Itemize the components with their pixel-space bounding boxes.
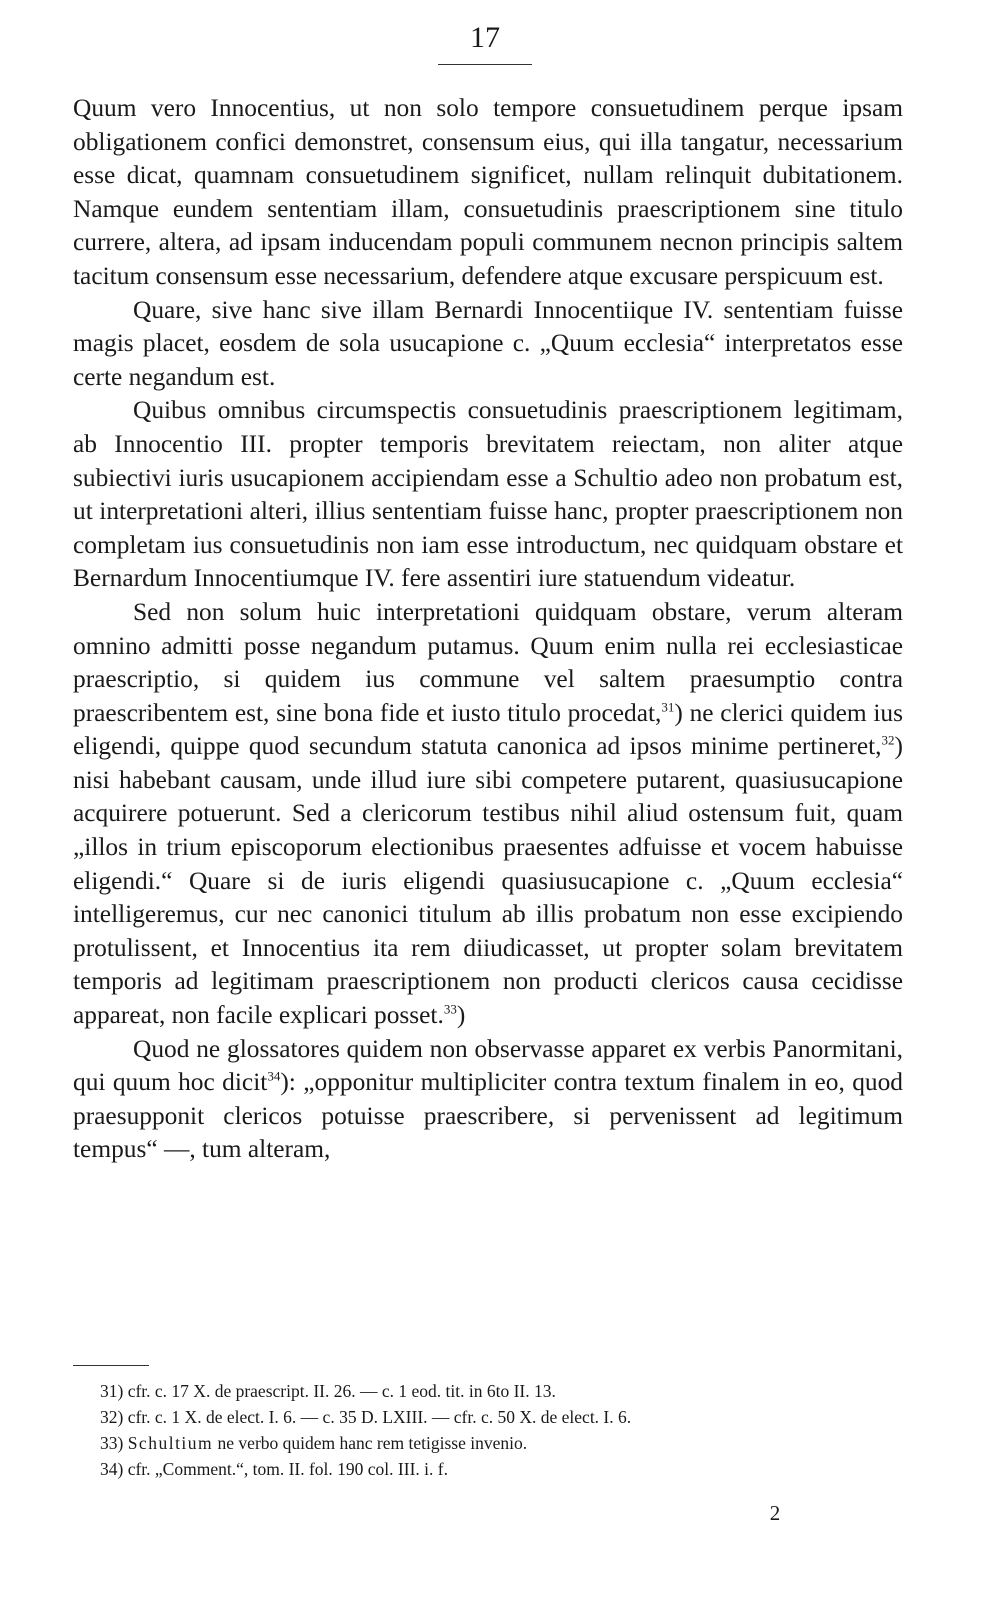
footnote-ref-32[interactable]: 32 xyxy=(881,732,895,748)
footnote-separator xyxy=(73,1365,149,1366)
body-text xyxy=(73,92,903,1167)
footnote-text: ne verbo quidem hanc rem tetigisse invenio. xyxy=(213,1433,528,1453)
page-number-rule xyxy=(438,64,532,65)
footnote-ref-34[interactable]: 34 xyxy=(267,1068,281,1084)
paragraph-3: Quibus omnibus circumspectis consuetudinis praescriptionem legitimam, ab Innocentio III. propter temporis brevitatem reiectam, non aliter atque subiectivi iuris usucapionem accipiendam esse a Schultio adeo non probatum est, ut interpretationi alteri, illius sententiam fuisse hanc, propter praescriptionem non completam ius consuetudinis non iam esse introductum, nec quidquam obstare et Bernardum Innocentiumque IV. fere assentiri iure statuendum videatur. xyxy=(73,396,903,593)
paragraph-2: Quare, sive hanc sive illam Bernardi Innocentiique IV. sententiam fuisse magis placet, eosdem de sola usucapione c. „Quum ecclesia“ interpretatos esse certe negandum est. xyxy=(73,295,903,391)
footnote-text: cfr. „Comment.“, tom. II. fol. 190 col. III. i. f. xyxy=(127,1459,448,1479)
paragraph-4-part-3: ) nisi habebant causam, unde illud iure sibi competere putarent, quasiusucapione acquirere potuerunt. Sed a clericorum testibus nihil aliud ostensum fuit, quam „illos in trium episcoporum electionibus praesentes adfuisse et vocem habuisse eligendi.“ Quare si de iuris eligendi quasiusucapione c. „Quum ecclesia“ intelligeremus, cur nec canonici titulum ab illis probatum non esse excipiendo protulissent, et Innocentius ita rem diiudicasset, ut propter solam brevitatem temporis ad legitimam praescriptionem non producti clericos causa cecidisse appareat, non facile explicari posset. xyxy=(73,732,903,1030)
sheet-signature: 2 xyxy=(769,1501,781,1525)
footnote-number: 33) xyxy=(100,1433,124,1453)
footnote-32 xyxy=(100,1404,900,1430)
footnote-number: 32) xyxy=(100,1407,124,1427)
footnote-text: cfr. c. 17 X. de praescript. II. 26. — c. 1 eod. tit. in 6to II. 13. xyxy=(127,1381,556,1401)
footnotes xyxy=(100,1378,900,1482)
paragraph-5-part-1: Quod ne glossatores quidem non observasse apparet ex verbis Panormitani, qui quum hoc dicit xyxy=(73,1034,903,1097)
paragraph-5 xyxy=(73,1033,903,1167)
paragraph-4 xyxy=(73,596,903,1033)
footnote-ref-33[interactable]: 33 xyxy=(443,1001,457,1017)
footnote-31 xyxy=(100,1378,900,1404)
paragraph-4-part-2: ) ne clerici quidem ius eligendi, quippe quod secundum statuta canonica ad ipsos minime pertineret, xyxy=(73,698,904,761)
footnote-number: 31) xyxy=(100,1381,124,1401)
paragraph-1: Quum vero Innocentius, ut non solo tempore consuetudinem perque ipsam obligationem confici demonstret, consensum eius, qui illa tangatur, necessarium esse dicat, quamnam consuetudinem significet, nullam relinquit dubitationem. Namque eundem sententiam illam, consuetudinis praescriptionem sine titulo currere, altera, ad ipsam inducendam populi communem necnon principis saltem tacitum consensum esse necessarium, defendere atque excusare perspicuum est. xyxy=(73,94,903,290)
page-number: 17 xyxy=(470,21,500,54)
footnote-number: 34) xyxy=(100,1459,124,1479)
footnote-33 xyxy=(100,1430,900,1456)
footnote-text: cfr. c. 1 X. de elect. I. 6. — c. 35 D. LXIII. — cfr. c. 50 X. de elect. I. 6. xyxy=(127,1407,632,1427)
footnote-author-name: Schultium xyxy=(127,1433,214,1453)
paragraph-4-part-1: Sed non solum huic interpretationi quidquam obstare, verum alteram omnino admitti posse negandum putamus. Quum enim nulla rei ecclesiasticae praescriptio, si quidem ius commune vel saltem praesumptio contra praescribentem est, sine bona fide et iusto titulo procedat, xyxy=(73,597,903,727)
footnote-ref-31[interactable]: 31 xyxy=(661,699,675,715)
paragraph-5-part-2: ): „opponitur multipliciter contra textum finalem in eo, quod praesupponit clericos potuisse praescribere, si pervenissent ad legitimum tempus“ —, tum alteram, xyxy=(73,1068,903,1164)
footnote-34 xyxy=(100,1456,900,1482)
paragraph-4-part-4: ) xyxy=(456,1001,466,1030)
